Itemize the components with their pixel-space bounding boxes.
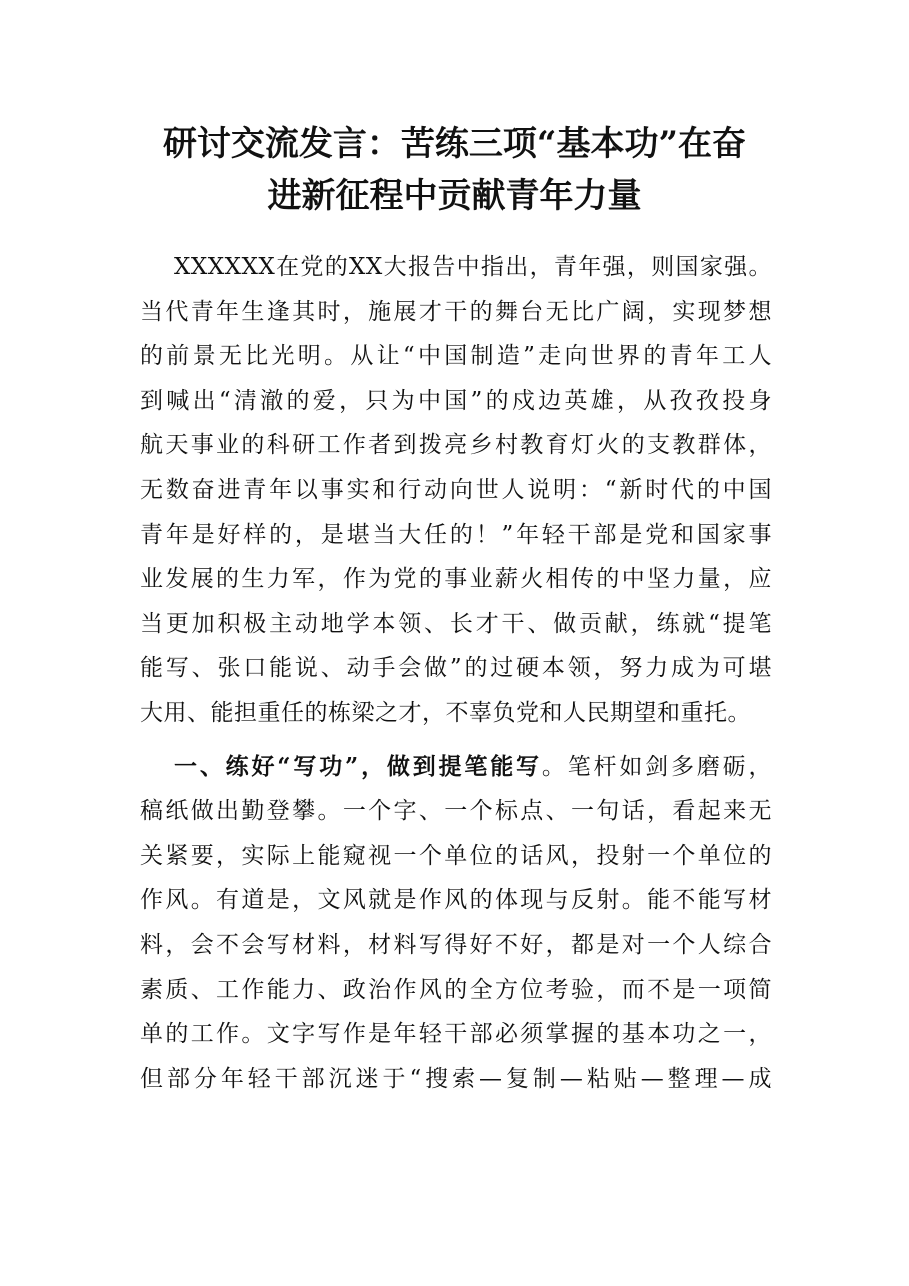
paragraph-line: 作风。有道是，文风就是作风的体现与反射。能不能写材 xyxy=(140,887,772,914)
paragraph-line: 料，会不会写材料，材料写得好不好，都是对一个人综合 xyxy=(140,931,772,958)
paragraph-line: XXXXXX在党的XX大报告中指出，青年强，则国家强。 xyxy=(174,254,772,280)
section-first-line xyxy=(140,745,772,790)
document-body xyxy=(140,245,772,1101)
document-title xyxy=(120,118,789,222)
paragraph-line: 大用、能担重任的栋梁之才，不辜负党和人民期望和重托。 xyxy=(140,699,751,726)
paragraph-line: 关紧要，实际上能窥视一个单位的话风，投射一个单位的 xyxy=(140,842,772,869)
paragraph-line: 当更加积极主动地学本领、长才干、做贡献，练就“提笔 xyxy=(140,610,772,637)
paragraph-line: 稿纸做出勤登攀。一个字、一个标点、一句话，看起来无 xyxy=(140,798,772,825)
section-heading: 一、练好“写功”，做到提笔能写 xyxy=(174,752,542,780)
paragraph-line: 业发展的生力军，作为党的事业薪火相传的中坚力量，应 xyxy=(140,566,772,593)
paragraph-line: 能写、张口能说、动手会做”的过硬本领，努力成为可堪 xyxy=(140,655,772,682)
paragraph-intro xyxy=(140,245,772,736)
section-heading-rest: 。笔杆如剑多磨砺， xyxy=(541,753,772,780)
paragraph-line: 但部分年轻干部沉迷于“搜索—复制—粘贴—整理—成 xyxy=(140,1065,772,1092)
paragraph-line: 航天事业的科研工作者到拨亮乡村教育灯火的支教群体， xyxy=(140,432,772,459)
paragraph-line: 的前景无比光明。从让“中国制造”走向世界的青年工人 xyxy=(140,343,772,370)
paragraph-line: 单的工作。文字写作是年轻干部必须掌握的基本功之一， xyxy=(140,1021,772,1048)
paragraph-line: 素质、工作能力、政治作风的全方位考验，而不是一项简 xyxy=(140,976,772,1003)
paragraph-line: 青年是好样的，是堪当大任的！”年轻干部是党和国家事 xyxy=(140,521,772,548)
paragraph-line: 当代青年生逢其时，施展才干的舞台无比广阔，实现梦想 xyxy=(140,298,772,325)
title-line-1: 研讨交流发言：苦练三项“基本功”在奋 xyxy=(162,124,747,164)
title-line-2: 进新征程中贡献青年力量 xyxy=(267,176,642,216)
paragraph-section-one xyxy=(140,745,772,1102)
paragraph-line: 无数奋进青年以事实和行动向世人说明：“新时代的中国 xyxy=(140,476,772,503)
paragraph-line: 到喊出“清澈的爱，只为中国”的戍边英雄，从孜孜投身 xyxy=(140,387,772,414)
